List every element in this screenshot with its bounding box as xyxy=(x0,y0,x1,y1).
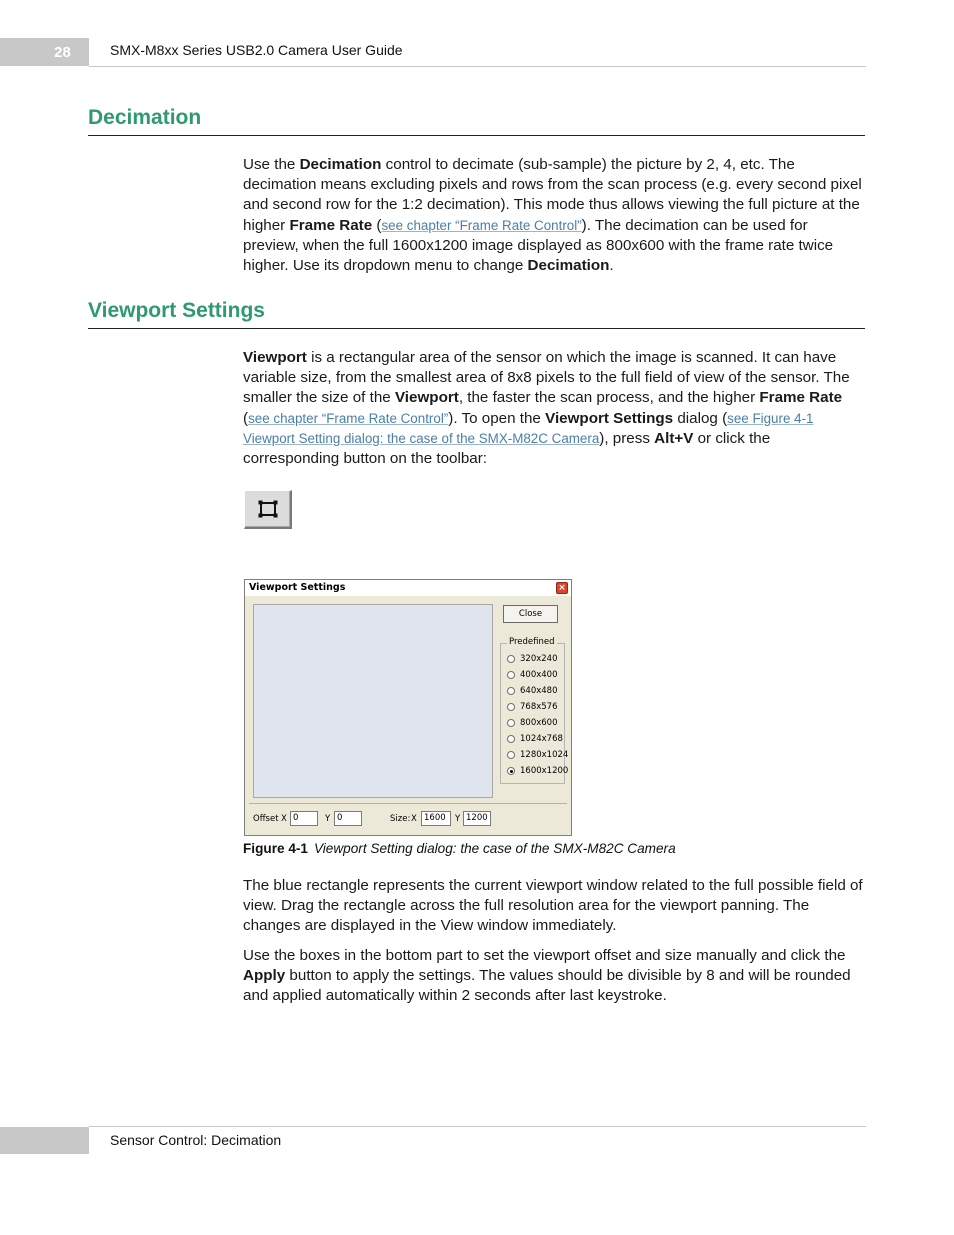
offset-y-input[interactable]: 0 xyxy=(334,811,362,826)
viewport-paragraph-2: The blue rectangle represents the current viewport window related to the full possible field of view. Drag the rectangle across the full resolution area for the viewport panning. The changes are displayed in the View window immediately. xyxy=(243,877,863,935)
viewport-divider xyxy=(88,328,865,329)
radio-selected-icon xyxy=(507,767,515,775)
decimation-heading: Decimation xyxy=(88,106,202,129)
close-icon[interactable]: × xyxy=(556,582,568,594)
viewport-paragraph-1: Viewport is a rectangular area of the sensor on which the image is scanned. It can have variable size, from the smallest area of 8x8 pixels to the full field of view of the sensor. The smaller the size of the Viewport, the faster the scan process, and the higher Frame Rate (see chapter “Frame Rate Control”). To open the Viewport Settings dialog (see Figure 4-1 Viewport Setting dialog: the case of the SMX-M82C Camera), press Alt+V or click the corresponding button on the toolbar: xyxy=(243,349,850,468)
close-button[interactable]: Close xyxy=(503,605,558,623)
viewport-settings-dialog xyxy=(244,579,572,836)
radio-320x240[interactable]: 320x240 xyxy=(507,652,557,666)
radio-icon xyxy=(507,671,515,679)
page-number: 28 xyxy=(0,38,89,66)
radio-icon xyxy=(507,655,515,663)
radio-400x400[interactable]: 400x400 xyxy=(507,668,557,682)
radio-768x576[interactable]: 768x576 xyxy=(507,700,557,714)
radio-1600x1200[interactable]: 1600x1200 xyxy=(507,764,568,778)
viewport-toolbar-button[interactable] xyxy=(244,490,292,529)
running-footer: Sensor Control: Decimation xyxy=(110,1132,282,1148)
radio-icon xyxy=(507,687,515,695)
predefined-group xyxy=(500,637,569,784)
radio-800x600[interactable]: 800x600 xyxy=(507,716,557,730)
figure-caption xyxy=(243,841,676,856)
decimation-paragraph: Use the Decimation control to decimate (sub-sample) the picture by 2, 4, etc. The decimation means excluding pixels and rows from the scan process (e.g. every second pixel and second row for the 1:2 decimation). This mode thus allows viewing the full picture at the higher Frame Rate (see chapter “Frame Rate Control”). The decimation can be used for preview, when the full 1600x1200 image displayed as 800x600 with the frame rate twice higher. Use its dropdown menu to change Decimation. xyxy=(243,156,862,275)
header-divider xyxy=(89,66,866,67)
predefined-label: Predefined xyxy=(509,637,555,647)
footer-divider xyxy=(89,1126,866,1127)
offset-x-input[interactable]: 0 xyxy=(290,811,318,826)
size-y-label: Y xyxy=(455,814,461,824)
decimation-divider xyxy=(88,135,865,136)
radio-1024x768[interactable]: 1024x768 xyxy=(507,732,563,746)
radio-icon xyxy=(507,735,515,743)
dialog-title: Viewport Settings xyxy=(245,580,571,596)
size-label: Size: xyxy=(390,814,411,824)
offset-y-label: Y xyxy=(325,814,331,824)
radio-640x480[interactable]: 640x480 xyxy=(507,684,557,698)
offset-x-label: X xyxy=(281,814,287,824)
viewport-icon xyxy=(257,499,279,519)
running-header: SMX-M8xx Series USB2.0 Camera User Guide xyxy=(110,42,403,58)
radio-icon xyxy=(507,751,515,759)
radio-1280x1024[interactable]: 1280x1024 xyxy=(507,748,568,762)
figure-caption-text: Viewport Setting dialog: the case of the SMX-M82C Camera xyxy=(313,841,676,856)
offset-label: Offset xyxy=(253,814,279,824)
viewport-paragraph-3: Use the boxes in the bottom part to set the viewport offset and size manually and click the Apply button to apply the settings. The values should be divisible by 8 and will be rounded and applied automatically within 2 seconds after last keystroke. xyxy=(243,947,851,1005)
viewport-heading: Viewport Settings xyxy=(88,299,265,322)
frame-rate-link-2[interactable]: see chapter “Frame Rate Control” xyxy=(248,410,449,426)
frame-rate-link[interactable]: see chapter “Frame Rate Control” xyxy=(381,217,582,233)
size-y-input[interactable]: 1200 xyxy=(463,811,491,826)
size-x-label: X xyxy=(411,814,417,824)
figure-link[interactable]: see Figure 4-1 Viewport Setting dialog: the case of the SMX-M82C Camera xyxy=(243,410,814,446)
figure-label: Figure 4-1 xyxy=(243,841,308,856)
radio-icon xyxy=(507,719,515,727)
footer-tab xyxy=(0,1127,89,1154)
viewport-preview-area[interactable] xyxy=(253,604,493,798)
radio-icon xyxy=(507,703,515,711)
size-x-input[interactable]: 1600 xyxy=(421,811,451,826)
dialog-separator xyxy=(249,803,567,804)
